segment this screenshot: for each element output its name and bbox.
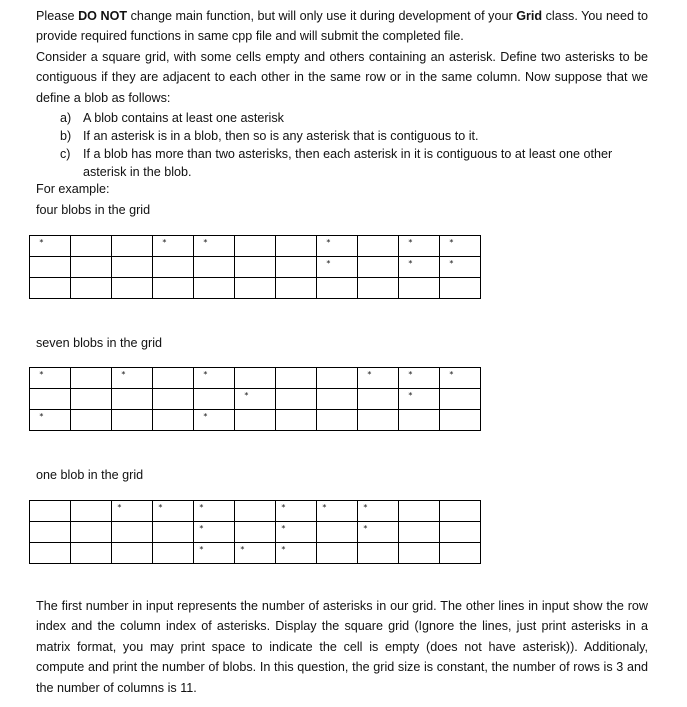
grid-cell bbox=[194, 257, 235, 278]
grid-cell bbox=[358, 389, 399, 410]
grid-cell bbox=[112, 236, 153, 257]
grid-cell bbox=[235, 236, 276, 257]
grid-row bbox=[30, 522, 481, 543]
grid-cell bbox=[276, 257, 317, 278]
grid-cell bbox=[358, 410, 399, 431]
empty-mark bbox=[440, 415, 449, 417]
grid-cell bbox=[440, 543, 481, 564]
grid-cell bbox=[194, 368, 235, 389]
grid-cell bbox=[317, 368, 358, 389]
intro-paragraph-1 bbox=[36, 6, 648, 47]
empty-mark bbox=[276, 241, 285, 243]
empty-mark bbox=[112, 283, 121, 285]
empty-mark bbox=[358, 241, 367, 243]
grid-row bbox=[30, 236, 481, 257]
grid-cell bbox=[71, 410, 112, 431]
empty-mark bbox=[112, 548, 117, 550]
asterisk-mark: * bbox=[408, 370, 413, 379]
grid-cell bbox=[399, 389, 440, 410]
empty-mark bbox=[399, 527, 404, 529]
example-label: For example: bbox=[36, 182, 110, 196]
grid-cell bbox=[276, 236, 317, 257]
grid-cell bbox=[235, 368, 276, 389]
grid-cell bbox=[235, 410, 276, 431]
asterisk-mark: * bbox=[449, 238, 454, 247]
empty-mark bbox=[276, 394, 285, 396]
empty-mark bbox=[71, 527, 76, 529]
empty-mark bbox=[358, 262, 367, 264]
asterisk-mark: * bbox=[39, 412, 44, 421]
asterisk-mark: * bbox=[39, 370, 44, 379]
asterisk-mark: * bbox=[203, 412, 208, 421]
empty-mark bbox=[235, 506, 240, 508]
empty-mark bbox=[153, 527, 158, 529]
empty-mark bbox=[30, 262, 39, 264]
grid-cell bbox=[276, 410, 317, 431]
grid-cell bbox=[153, 236, 194, 257]
grid-cell bbox=[358, 522, 399, 543]
grid-cell bbox=[194, 410, 235, 431]
asterisk-mark: * bbox=[363, 524, 368, 533]
grid-cell bbox=[112, 278, 153, 299]
grid-cell bbox=[30, 501, 71, 522]
empty-mark bbox=[30, 527, 35, 529]
empty-mark bbox=[235, 373, 244, 375]
grid-cell bbox=[399, 410, 440, 431]
intro-text-b: change main function, but will only use it during development of your bbox=[127, 9, 517, 23]
asterisk-mark: * bbox=[408, 391, 413, 400]
asterisk-mark: * bbox=[203, 370, 208, 379]
grid-cell bbox=[153, 389, 194, 410]
emphasis-do-not: DO NOT bbox=[78, 9, 128, 23]
grid-cell bbox=[112, 522, 153, 543]
asterisk-mark: * bbox=[199, 524, 204, 533]
grid-cell bbox=[317, 389, 358, 410]
rule-item bbox=[60, 145, 650, 181]
empty-mark bbox=[235, 262, 244, 264]
grid-cell bbox=[71, 389, 112, 410]
empty-mark bbox=[358, 283, 367, 285]
empty-mark bbox=[358, 415, 367, 417]
grid-cell bbox=[276, 543, 317, 564]
intro-text-a: Please bbox=[36, 9, 79, 23]
empty-mark bbox=[71, 394, 80, 396]
empty-mark bbox=[317, 527, 322, 529]
grid-cell bbox=[440, 257, 481, 278]
empty-mark bbox=[30, 548, 35, 550]
rules-list bbox=[60, 109, 650, 181]
grid-cell bbox=[112, 501, 153, 522]
empty-mark bbox=[399, 548, 404, 550]
empty-mark bbox=[235, 241, 244, 243]
grid-cell bbox=[153, 278, 194, 299]
empty-mark bbox=[71, 548, 76, 550]
grid-cell bbox=[194, 236, 235, 257]
grid-cell bbox=[317, 278, 358, 299]
grid-cell bbox=[30, 368, 71, 389]
grid-cell bbox=[30, 257, 71, 278]
grid-cell bbox=[235, 278, 276, 299]
grid-cell bbox=[30, 522, 71, 543]
asterisk-mark: * bbox=[203, 238, 208, 247]
empty-mark bbox=[112, 394, 121, 396]
intro-paragraph-2: Consider a square grid, with some cells empty and others containing an asterisk. Define two asterisks to be contiguous if they are adjacent to each other in the same row or in the same column. Now suppose that we define a blob as follows: bbox=[36, 50, 648, 105]
grid-cell bbox=[153, 257, 194, 278]
grid-row bbox=[30, 257, 481, 278]
empty-mark bbox=[235, 283, 244, 285]
asterisk-mark: * bbox=[162, 238, 167, 247]
grid-cell bbox=[440, 389, 481, 410]
asterisk-mark: * bbox=[39, 238, 44, 247]
empty-mark bbox=[399, 506, 404, 508]
empty-mark bbox=[112, 415, 121, 417]
asterisk-mark: * bbox=[240, 545, 245, 554]
example-grid-one-blob bbox=[29, 500, 481, 564]
empty-mark bbox=[153, 373, 162, 375]
empty-mark bbox=[440, 506, 445, 508]
asterisk-mark: * bbox=[244, 391, 249, 400]
grid-cell bbox=[194, 543, 235, 564]
empty-mark bbox=[235, 527, 240, 529]
asterisk-mark: * bbox=[158, 503, 163, 512]
asterisk-mark: * bbox=[281, 524, 286, 533]
asterisk-mark: * bbox=[449, 259, 454, 268]
empty-mark bbox=[71, 262, 80, 264]
asterisk-mark: * bbox=[199, 545, 204, 554]
asterisk-mark: * bbox=[281, 503, 286, 512]
example-grid-four-blobs bbox=[29, 235, 481, 299]
asterisk-mark: * bbox=[326, 238, 331, 247]
grid-cell bbox=[153, 543, 194, 564]
grid-cell bbox=[30, 410, 71, 431]
empty-mark bbox=[194, 394, 203, 396]
asterisk-mark: * bbox=[367, 370, 372, 379]
grid-cell bbox=[358, 543, 399, 564]
grid-cell bbox=[112, 389, 153, 410]
grid-cell bbox=[235, 257, 276, 278]
grid-cell bbox=[112, 543, 153, 564]
empty-mark bbox=[153, 394, 162, 396]
grid-caption-1: four blobs in the grid bbox=[36, 203, 151, 217]
empty-mark bbox=[194, 262, 203, 264]
grid-cell bbox=[71, 257, 112, 278]
grid-cell bbox=[399, 543, 440, 564]
intro-text-c: class. You need to provide required functions in same cpp file and will submit the completed file. bbox=[36, 9, 649, 44]
empty-mark bbox=[440, 527, 445, 529]
empty-mark bbox=[440, 283, 449, 285]
grid-cell bbox=[317, 236, 358, 257]
grid-cell bbox=[153, 522, 194, 543]
asterisk-mark: * bbox=[117, 503, 122, 512]
rule-item bbox=[60, 109, 650, 127]
grid-cell bbox=[194, 278, 235, 299]
asterisk-mark: * bbox=[121, 370, 126, 379]
grid-cell bbox=[358, 236, 399, 257]
empty-mark bbox=[358, 394, 367, 396]
grid-cell bbox=[194, 389, 235, 410]
empty-mark bbox=[358, 548, 363, 550]
grid-cell bbox=[71, 368, 112, 389]
empty-mark bbox=[276, 262, 285, 264]
grid-cell bbox=[30, 278, 71, 299]
empty-mark bbox=[71, 283, 80, 285]
grid-cell bbox=[194, 522, 235, 543]
grid-cell bbox=[235, 501, 276, 522]
empty-mark bbox=[276, 415, 285, 417]
empty-mark bbox=[153, 548, 158, 550]
empty-mark bbox=[112, 241, 121, 243]
grid-cell bbox=[440, 410, 481, 431]
asterisk-mark: * bbox=[408, 238, 413, 247]
grid-cell bbox=[71, 236, 112, 257]
rule-marker: c) bbox=[60, 147, 71, 161]
grid-cell bbox=[153, 368, 194, 389]
empty-mark bbox=[30, 506, 35, 508]
grid-cell bbox=[30, 389, 71, 410]
grid-cell bbox=[235, 389, 276, 410]
grid-cell bbox=[317, 410, 358, 431]
grid-cell bbox=[112, 368, 153, 389]
grid-row bbox=[30, 501, 481, 522]
asterisk-mark: * bbox=[199, 503, 204, 512]
empty-mark bbox=[317, 548, 322, 550]
grid-cell bbox=[399, 368, 440, 389]
grid-cell bbox=[440, 278, 481, 299]
grid-cell bbox=[276, 501, 317, 522]
rule-item bbox=[60, 127, 650, 145]
grid-cell bbox=[440, 236, 481, 257]
grid-cell bbox=[399, 522, 440, 543]
grid-cell bbox=[440, 501, 481, 522]
grid-cell bbox=[317, 501, 358, 522]
grid-cell bbox=[112, 410, 153, 431]
grid-row bbox=[30, 278, 481, 299]
rule-marker: b) bbox=[60, 129, 72, 143]
grid-cell bbox=[276, 368, 317, 389]
grid-cell bbox=[399, 501, 440, 522]
grid-cell bbox=[30, 543, 71, 564]
empty-mark bbox=[317, 373, 326, 375]
rule-text: A blob contains at least one asterisk bbox=[83, 111, 284, 125]
empty-mark bbox=[440, 394, 449, 396]
asterisk-mark: * bbox=[363, 503, 368, 512]
empty-mark bbox=[317, 394, 326, 396]
empty-mark bbox=[317, 415, 326, 417]
example-grid-seven-blobs bbox=[29, 367, 481, 431]
empty-mark bbox=[153, 283, 162, 285]
empty-mark bbox=[112, 262, 121, 264]
grid-cell bbox=[71, 522, 112, 543]
asterisk-mark: * bbox=[281, 545, 286, 554]
grid-caption-2: seven blobs in the grid bbox=[36, 336, 163, 350]
asterisk-mark: * bbox=[322, 503, 327, 512]
grid-row bbox=[30, 368, 481, 389]
outro-paragraph: The first number in input represents the number of asterisks in our grid. The other lines in input show the row index and the column index of asterisks. Display the square grid (Ignore the lines, just print asterisks in a matrix format, you may print space to indicate the cell is empty (does not have asterisk)). Additionaly, compute and print the number of blobs. In this question, the grid size is constant, the number of rows is 3 and the number of columns is 11. bbox=[36, 599, 648, 695]
empty-mark bbox=[399, 415, 408, 417]
empty-mark bbox=[30, 283, 39, 285]
empty-mark bbox=[71, 373, 80, 375]
grid-cell bbox=[276, 389, 317, 410]
rule-text: If a blob has more than two asterisks, then each asterisk in it is contiguous to at least one other asterisk in the blob. bbox=[83, 147, 613, 179]
grid-cell bbox=[358, 257, 399, 278]
grid-cell bbox=[317, 543, 358, 564]
empty-mark bbox=[440, 548, 445, 550]
empty-mark bbox=[317, 283, 326, 285]
empty-mark bbox=[30, 394, 39, 396]
grid-cell bbox=[235, 543, 276, 564]
grid-cell bbox=[276, 278, 317, 299]
empty-mark bbox=[276, 373, 285, 375]
grid-cell bbox=[276, 522, 317, 543]
rule-text: If an asterisk is in a blob, then so is any asterisk that is contiguous to it. bbox=[83, 129, 479, 143]
empty-mark bbox=[153, 415, 162, 417]
asterisk-mark: * bbox=[449, 370, 454, 379]
grid-cell bbox=[153, 501, 194, 522]
grid-cell bbox=[440, 368, 481, 389]
empty-mark bbox=[399, 283, 408, 285]
empty-mark bbox=[194, 283, 203, 285]
grid-cell bbox=[71, 543, 112, 564]
grid-cell bbox=[235, 522, 276, 543]
rule-marker: a) bbox=[60, 111, 72, 125]
empty-mark bbox=[71, 241, 80, 243]
grid-cell bbox=[399, 278, 440, 299]
emphasis-grid: Grid bbox=[516, 9, 543, 23]
grid-cell bbox=[317, 522, 358, 543]
grid-cell bbox=[358, 278, 399, 299]
empty-mark bbox=[112, 527, 117, 529]
grid-cell bbox=[153, 410, 194, 431]
grid-cell bbox=[440, 522, 481, 543]
grid-cell bbox=[71, 278, 112, 299]
grid-cell bbox=[358, 501, 399, 522]
empty-mark bbox=[71, 415, 80, 417]
grid-row bbox=[30, 410, 481, 431]
grid-cell bbox=[112, 257, 153, 278]
empty-mark bbox=[276, 283, 285, 285]
empty-mark bbox=[235, 415, 244, 417]
grid-caption-3: one blob in the grid bbox=[36, 468, 144, 482]
grid-cell bbox=[317, 257, 358, 278]
empty-mark bbox=[153, 262, 162, 264]
grid-row bbox=[30, 389, 481, 410]
grid-cell bbox=[399, 257, 440, 278]
grid-row bbox=[30, 543, 481, 564]
grid-cell bbox=[194, 501, 235, 522]
grid-cell bbox=[399, 236, 440, 257]
grid-cell bbox=[358, 368, 399, 389]
asterisk-mark: * bbox=[408, 259, 413, 268]
empty-mark bbox=[71, 506, 76, 508]
asterisk-mark: * bbox=[326, 259, 331, 268]
grid-cell bbox=[71, 501, 112, 522]
grid-cell bbox=[30, 236, 71, 257]
